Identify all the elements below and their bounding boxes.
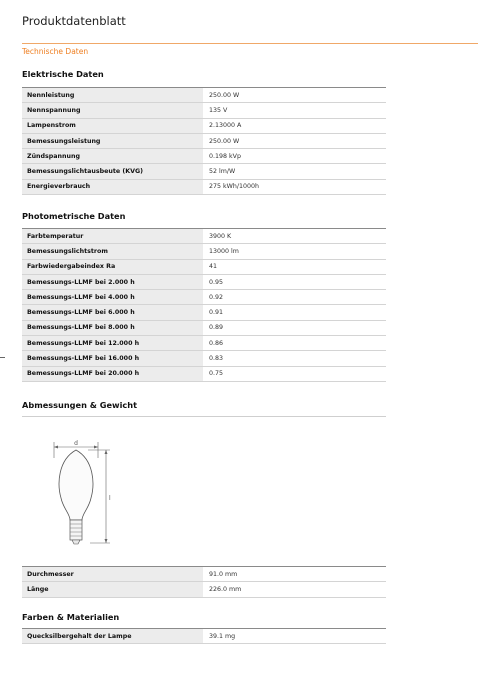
row-label: Bemessungsleistung bbox=[22, 133, 203, 148]
table-row bbox=[22, 366, 386, 381]
table-row bbox=[22, 133, 386, 148]
table-row bbox=[22, 259, 386, 274]
table-row bbox=[22, 164, 386, 179]
dimensions-divider bbox=[22, 416, 386, 417]
header-divider bbox=[22, 43, 478, 44]
table-row bbox=[22, 582, 386, 597]
row-label: Energieverbrauch bbox=[22, 179, 203, 194]
row-value: 41 bbox=[203, 259, 386, 274]
margin-mark bbox=[0, 357, 5, 358]
row-value: 0.86 bbox=[203, 336, 386, 351]
lamp-base bbox=[70, 520, 82, 540]
row-value: 0.83 bbox=[203, 351, 386, 366]
row-value: 39.1 mg bbox=[203, 629, 386, 644]
row-value: 13000 lm bbox=[203, 244, 386, 259]
table-row bbox=[22, 229, 386, 244]
row-label: Farbtemperatur bbox=[22, 229, 203, 244]
electrical-table bbox=[22, 87, 386, 195]
section-title-photometric: Photometrische Daten bbox=[22, 211, 126, 221]
length-arrow-top bbox=[105, 450, 108, 454]
table-row bbox=[22, 567, 386, 582]
row-label: Bemessungs-LLMF bei 8.000 h bbox=[22, 320, 203, 335]
section-title-electrical: Elektrische Daten bbox=[22, 69, 104, 79]
row-label: Bemessungs-LLMF bei 12.000 h bbox=[22, 336, 203, 351]
row-value: 0.92 bbox=[203, 290, 386, 305]
table-row bbox=[22, 320, 386, 335]
row-label: Bemessungs-LLMF bei 20.000 h bbox=[22, 366, 203, 381]
row-label: Zündspannung bbox=[22, 149, 203, 164]
section-title-materials: Farben & Materialien bbox=[22, 612, 120, 622]
row-value: 275 kWh/1000h bbox=[203, 179, 386, 194]
table-row bbox=[22, 244, 386, 259]
row-value: 0.95 bbox=[203, 274, 386, 289]
table-row bbox=[22, 118, 386, 133]
table-row bbox=[22, 88, 386, 103]
row-value: 250.00 W bbox=[203, 133, 386, 148]
table-row bbox=[22, 149, 386, 164]
row-label: Quecksilbergehalt der Lampe bbox=[22, 629, 203, 644]
table-row bbox=[22, 290, 386, 305]
row-label: Bemessungslichtstrom bbox=[22, 244, 203, 259]
table-row bbox=[22, 274, 386, 289]
diameter-arrow-right bbox=[94, 446, 98, 449]
diameter-label: d bbox=[74, 440, 78, 447]
base-contact bbox=[72, 540, 80, 544]
materials-table bbox=[22, 628, 386, 644]
photometric-table bbox=[22, 228, 386, 382]
page-title: Produktdatenblatt bbox=[22, 14, 126, 28]
row-label: Bemessungs-LLMF bei 2.000 h bbox=[22, 274, 203, 289]
section-title-dimensions: Abmessungen & Gewicht bbox=[22, 400, 138, 410]
page-subtitle: Technische Daten bbox=[22, 47, 89, 56]
row-label: Bemessungs-LLMF bei 16.000 h bbox=[22, 351, 203, 366]
row-value: 0.198 kVp bbox=[203, 149, 386, 164]
length-label: l bbox=[109, 495, 111, 502]
lamp-drawing bbox=[48, 436, 118, 548]
row-value: 52 lm/W bbox=[203, 164, 386, 179]
table-row bbox=[22, 179, 386, 194]
row-value: 3900 K bbox=[203, 229, 386, 244]
row-label: Durchmesser bbox=[22, 567, 203, 582]
row-value: 91.0 mm bbox=[203, 567, 386, 582]
row-label: Bemessungslichtausbeute (KVG) bbox=[22, 164, 203, 179]
row-label: Lampenstrom bbox=[22, 118, 203, 133]
row-label: Bemessungs-LLMF bei 4.000 h bbox=[22, 290, 203, 305]
table-row bbox=[22, 103, 386, 118]
row-value: 226.0 mm bbox=[203, 582, 386, 597]
row-label: Nennspannung bbox=[22, 103, 203, 118]
row-value: 250.00 W bbox=[203, 88, 386, 103]
table-row bbox=[22, 336, 386, 351]
row-value: 2.13000 A bbox=[203, 118, 386, 133]
diameter-arrow-left bbox=[54, 446, 58, 449]
row-label: Bemessungs-LLMF bei 6.000 h bbox=[22, 305, 203, 320]
table-row bbox=[22, 351, 386, 366]
row-value: 0.91 bbox=[203, 305, 386, 320]
row-label: Farbwiedergabeindex Ra bbox=[22, 259, 203, 274]
length-arrow-bottom bbox=[105, 539, 108, 543]
table-row bbox=[22, 305, 386, 320]
row-value: 135 V bbox=[203, 103, 386, 118]
bulb-outline bbox=[59, 450, 93, 520]
row-label: Nennleistung bbox=[22, 88, 203, 103]
dimensions-table bbox=[22, 566, 386, 598]
row-value: 0.89 bbox=[203, 320, 386, 335]
row-value: 0.75 bbox=[203, 366, 386, 381]
row-label: Länge bbox=[22, 582, 203, 597]
table-row bbox=[22, 629, 386, 644]
